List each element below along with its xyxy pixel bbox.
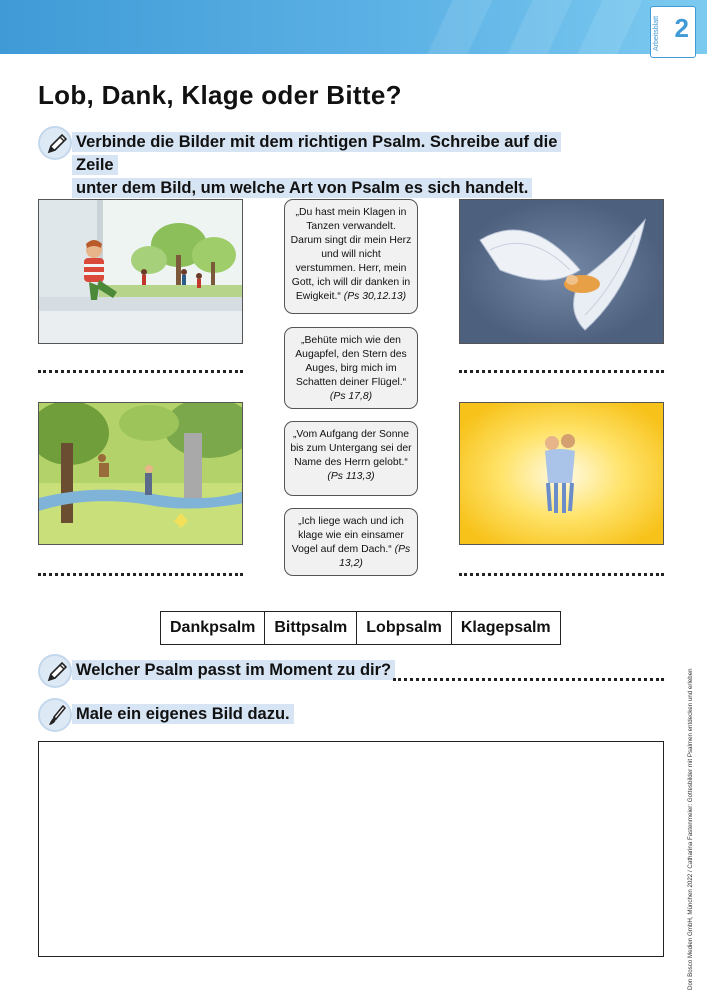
- page-title: Lob, Dank, Klage oder Bitte?: [38, 80, 402, 110]
- psalm-card-1[interactable]: [284, 199, 418, 314]
- psalm-text-4: „Ich liege wach und ich klage wie ein einsamer Vogel auf dem Dach.“: [291, 516, 404, 555]
- answer-line-4[interactable]: [459, 573, 664, 576]
- psalm-ref-3: (Ps 113,3): [327, 471, 375, 482]
- draw-instruction: [72, 703, 294, 726]
- worksheet-label: Arbeitsblatt: [653, 15, 660, 51]
- psalm-card-4[interactable]: [284, 508, 418, 576]
- label-lobpsalm[interactable]: Lobpsalm: [357, 612, 452, 644]
- question-text: [72, 659, 395, 682]
- label-dankpsalm[interactable]: Dankpsalm: [161, 612, 265, 644]
- psalm-type-labels: [160, 611, 561, 645]
- answer-line-1[interactable]: [38, 370, 243, 373]
- worksheet-number: 2: [674, 13, 689, 43]
- brush-icon: [38, 698, 72, 732]
- pencil-icon: [38, 654, 72, 688]
- psalm-ref-4: (Ps 13,2): [339, 544, 411, 569]
- psalm-text-2: „Behüte mich wie den Augapfel, den Stern des Auges, birg mich im Schatten deiner Flügel.“: [295, 335, 407, 388]
- psalm-ref-2: (Ps 17,8): [329, 391, 373, 402]
- psalm-text-3: „Vom Aufgang der Sonne bis zum Untergang sei der Name des Herrn gelobt.“: [290, 429, 412, 468]
- illustration-boy-at-window: [38, 199, 243, 344]
- answer-line-3[interactable]: [38, 573, 243, 576]
- task-line-1: Verbinde die Bilder mit dem richtigen Psalm. Schreibe auf die Zeile: [72, 132, 561, 175]
- question-label: Welcher Psalm passt im Moment zu dir?: [72, 660, 395, 680]
- illustration-forest: [38, 402, 243, 545]
- task-line-2: unter dem Bild, um welche Art von Psalm es sich handelt.: [72, 178, 532, 198]
- drawing-area[interactable]: [38, 741, 664, 957]
- psalm-card-2[interactable]: [284, 327, 418, 409]
- header-bar: [0, 0, 707, 54]
- draw-label: Male ein eigenes Bild dazu.: [72, 704, 294, 724]
- illustration-embrace-light: [459, 402, 664, 545]
- answer-line-2[interactable]: [459, 370, 664, 373]
- answer-line-psalm[interactable]: [393, 678, 664, 681]
- label-klagepsalm[interactable]: Klagepsalm: [460, 619, 551, 636]
- copyright-credit: Don Bosco Medien GmbH, München 2022 / Catharina Fastenmeier: Gottesbilder mit Psalmen entdecken und erleben: [687, 668, 694, 990]
- psalm-card-3[interactable]: [284, 421, 418, 496]
- worksheet-tag: [650, 6, 696, 58]
- label-bittpsalm[interactable]: Bittpsalm: [265, 612, 357, 644]
- psalm-ref-1: (Ps 30,12.13): [343, 291, 407, 302]
- illustration-wings: [459, 199, 664, 344]
- psalm-text-1: „Du hast mein Klagen in Tanzen verwandelt. Darum singt dir mein Herz und will nicht verstummen. Herr, mein Gott, ich will dir danken in Ewigkeit.“: [290, 207, 412, 302]
- task-instruction: [72, 131, 592, 200]
- pencil-icon: [38, 126, 72, 160]
